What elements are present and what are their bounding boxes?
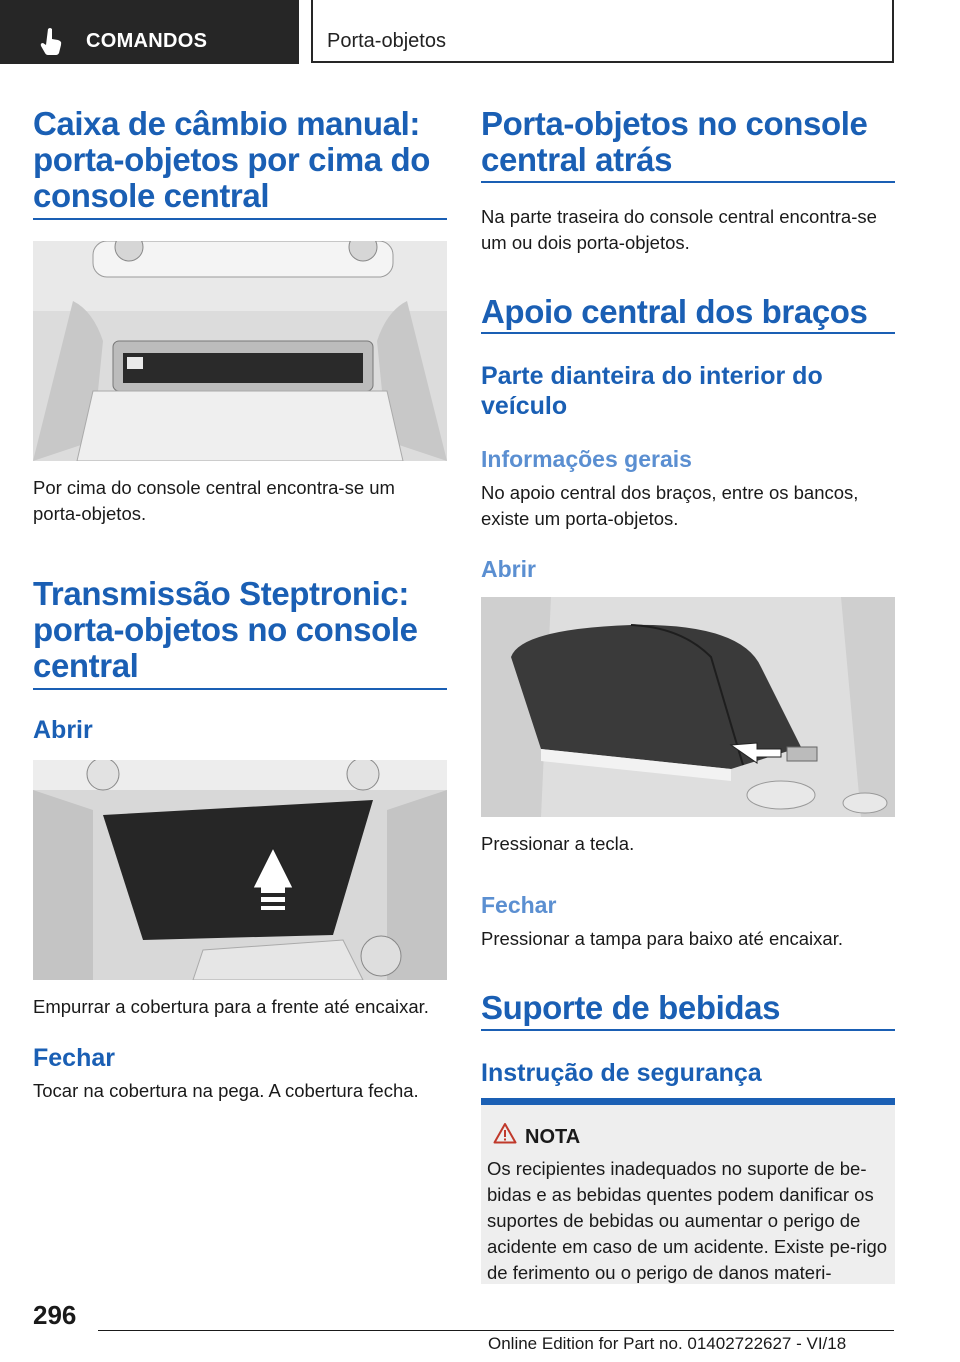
heading-steptronic: Transmissão Steptronic: porta-objetos no console central xyxy=(33,575,418,684)
notice-title: NOTA xyxy=(525,1126,581,1148)
heading-abrir-left: Abrir xyxy=(33,716,93,744)
para-abrir-left: Empurrar a cobertura para a frente até encaixar. xyxy=(33,996,429,1017)
heading-rule xyxy=(33,218,447,220)
heading-safety: Instrução de segurança xyxy=(481,1059,762,1087)
para-abrir-right: Pressionar a tecla. xyxy=(481,833,635,854)
heading-rule xyxy=(481,1029,895,1031)
section-tab xyxy=(0,0,299,64)
topic-box xyxy=(311,0,894,63)
heading-cupholder: Suporte de bebidas xyxy=(481,989,781,1026)
notice-box xyxy=(481,1098,895,1284)
heading-rule xyxy=(33,688,447,690)
heading-fechar-left: Fechar xyxy=(33,1044,115,1072)
para-info: No apoio central dos braços, entre os bancos, existe um porta-objetos. xyxy=(481,482,859,529)
heading-info: Informações gerais xyxy=(481,446,692,472)
para-fechar-right: Pressionar a tampa para baixo até encaixar. xyxy=(481,928,843,949)
para-fechar-left: Tocar na cobertura na pega. A cobertura fecha. xyxy=(33,1080,419,1101)
heading-rear-storage: Porta-objetos no console central atrás xyxy=(481,105,868,178)
heading-armrest: Apoio central dos braços xyxy=(481,293,868,330)
section-label: COMANDOS xyxy=(86,30,208,52)
notice-top-bar xyxy=(481,1098,895,1105)
warning-triangle-icon xyxy=(493,1122,517,1144)
para-manual: Por cima do console central encontra-se um porta-objetos. xyxy=(33,477,395,524)
heading-fechar-right: Fechar xyxy=(481,892,557,918)
notice-body: Os recipientes inadequados no suporte de be-bidas e as bebidas quentes podem danificar os suportes de bebidas ou aumentar o perigo de acidente em caso de um acidente. Existe pe-rigo de ferimento ou o perigo de danos materi- xyxy=(487,1158,888,1283)
para-rear: Na parte traseira do console central encontra-se um ou dois porta-objetos. xyxy=(481,206,877,253)
footer-edition: Online Edition for Part no. 01402722627 - VI/18 xyxy=(488,1334,847,1353)
heading-front-interior: Parte dianteira do interior do veículo xyxy=(481,362,823,420)
footer-rule xyxy=(98,1330,894,1331)
photo-upper-console-storage xyxy=(33,241,447,461)
heading-abrir-right: Abrir xyxy=(481,556,536,582)
hand-pointer-icon xyxy=(38,26,66,56)
heading-manual-gearbox: Caixa de câmbio manual: porta-objetos por cima do console central xyxy=(33,105,431,214)
photo-armrest xyxy=(481,597,895,817)
page-number: 296 xyxy=(33,1300,77,1330)
topic-label: Porta-objetos xyxy=(327,30,446,52)
photo-steptronic-cover xyxy=(33,760,447,980)
heading-rule xyxy=(481,181,895,183)
heading-rule xyxy=(481,332,895,334)
